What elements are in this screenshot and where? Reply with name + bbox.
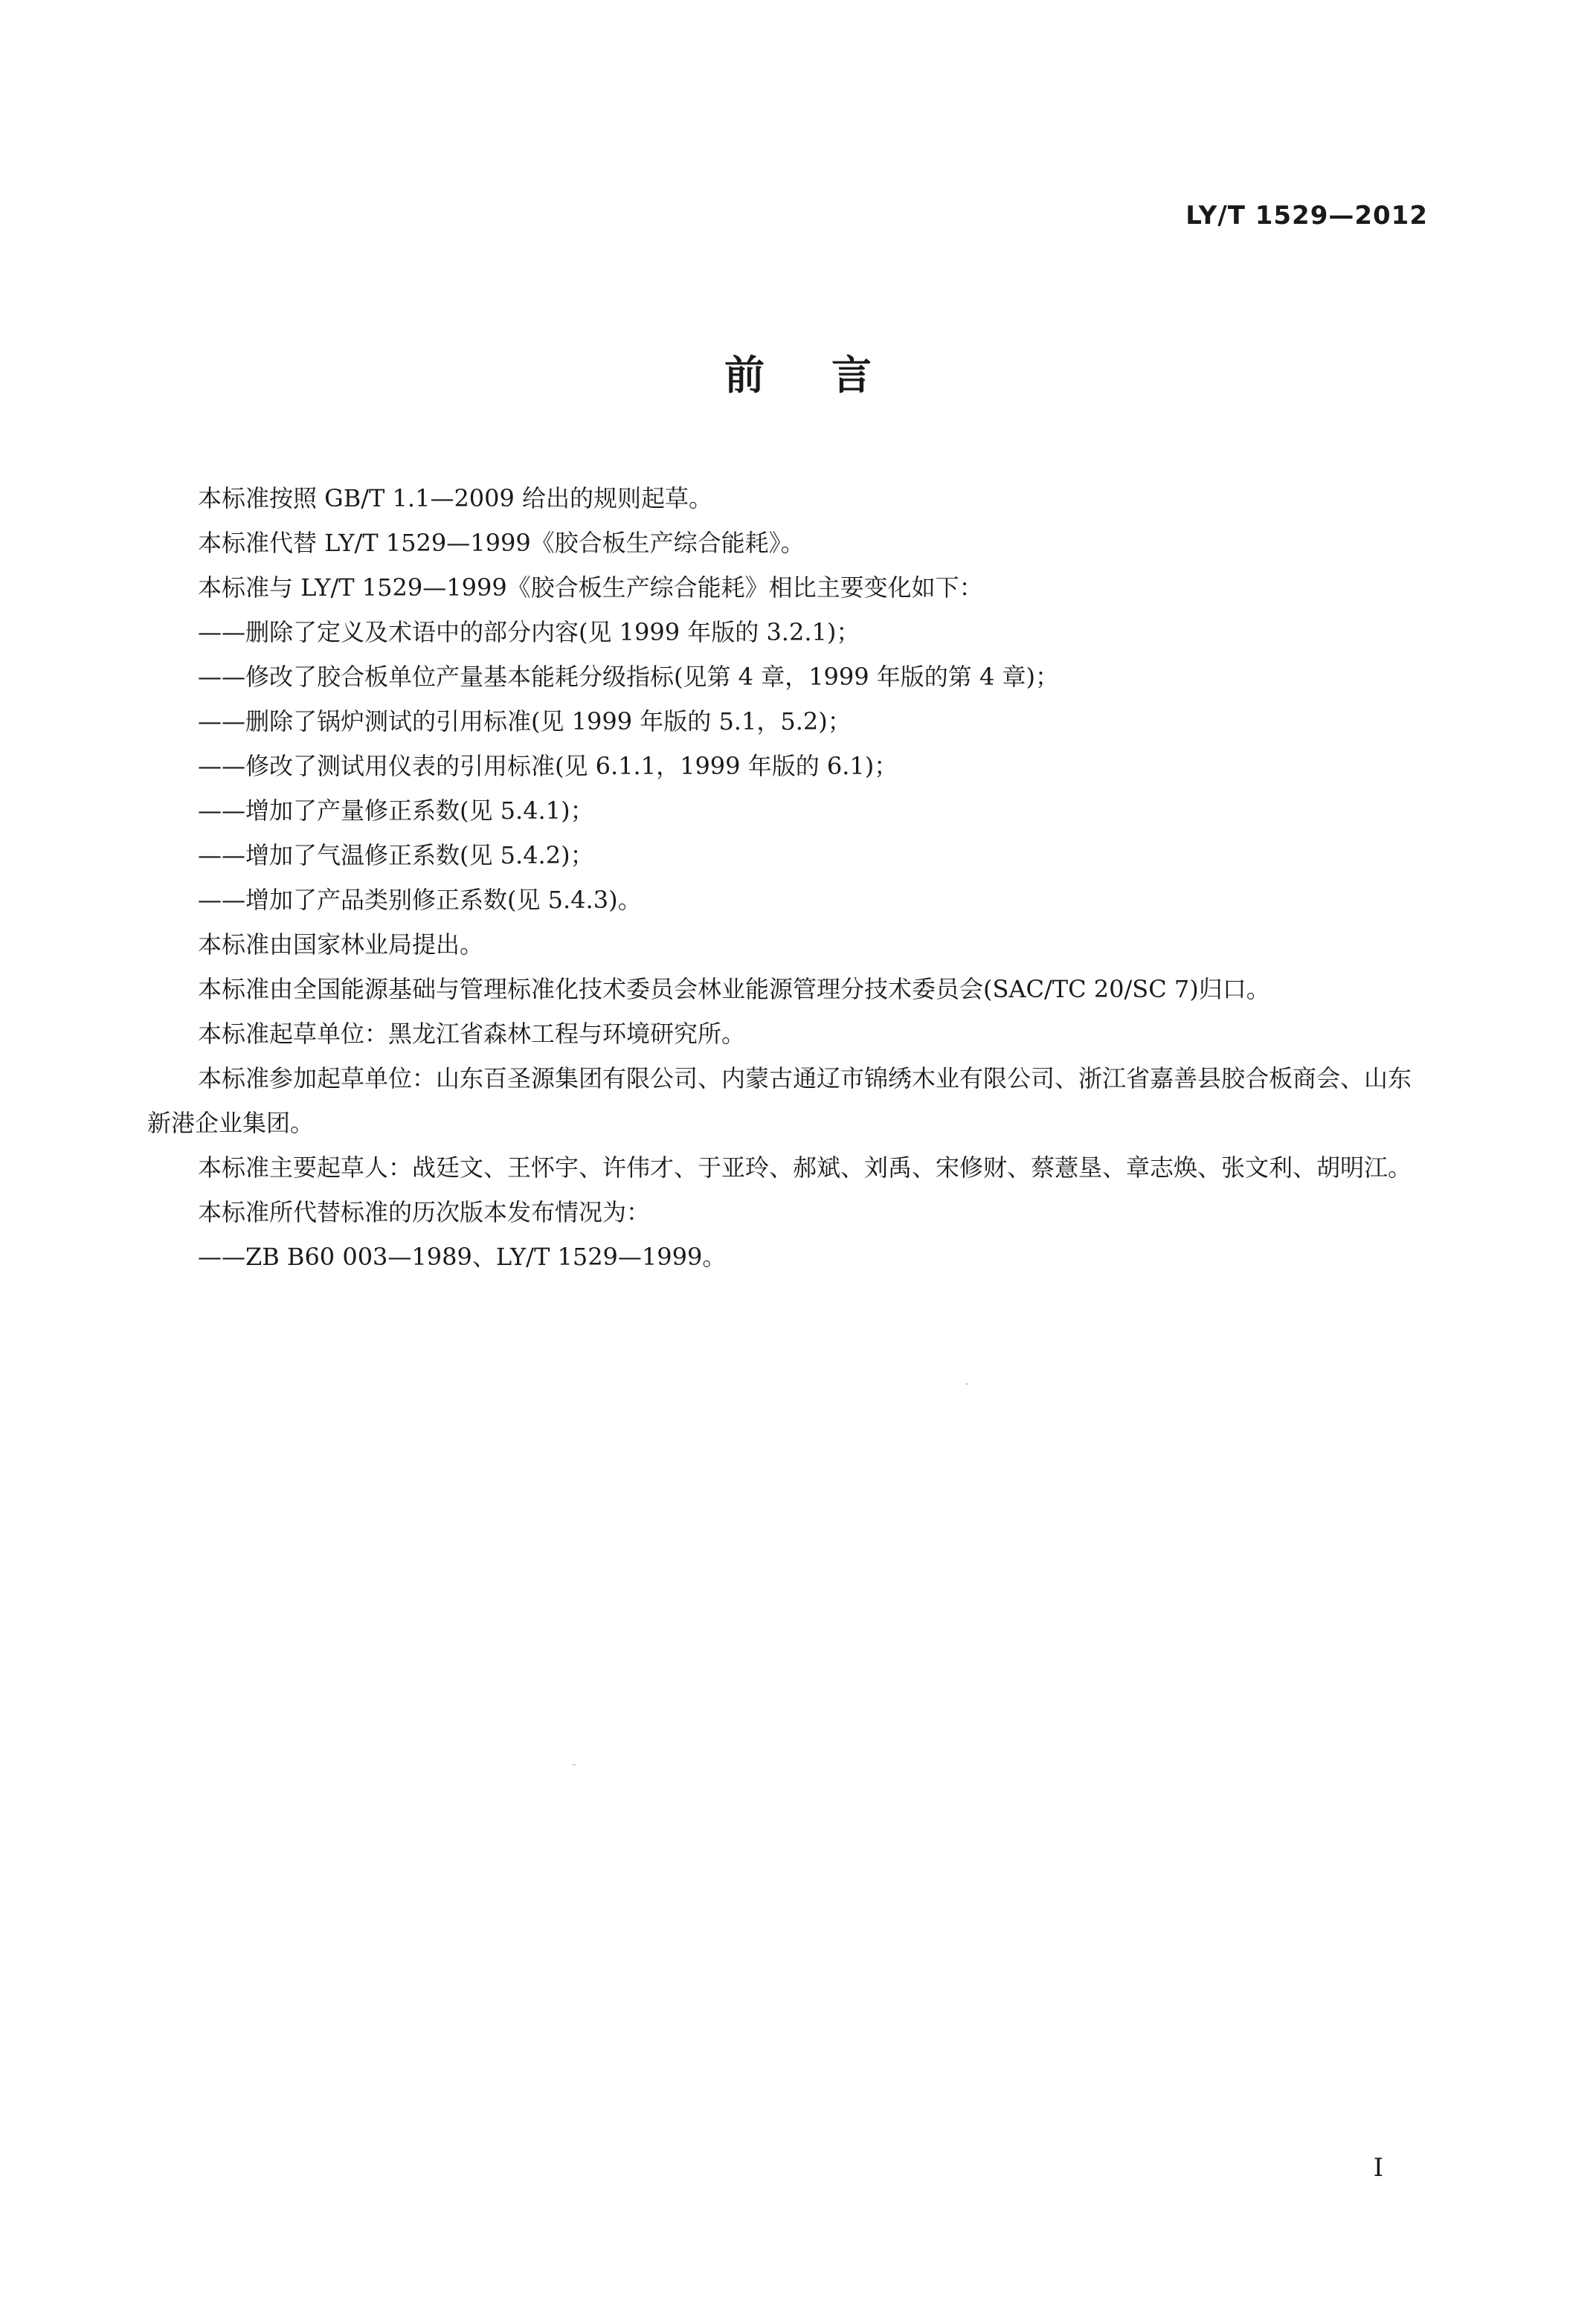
paragraph-version-history-intro: 本标准所代替标准的历次版本发布情况为： [198, 1198, 651, 1226]
change-item: ——删除了定义及术语中的部分内容(见 1999 年版的 3.2.1)； [198, 618, 860, 646]
paragraph-changes-intro: 本标准与 LY/T 1529—1999《胶合板生产综合能耗》相比主要变化如下： [198, 573, 983, 602]
page-number: I [1373, 2153, 1383, 2183]
foreword-body [147, 476, 1429, 1279]
change-item: ——修改了测试用仪表的引用标准(见 6.1.1，1999 年版的 6.1)； [198, 752, 898, 780]
paragraph-administrator: 本标准由全国能源基础与管理标准化技术委员会林业能源管理分技术委员会(SAC/TC 20/SC 7)归口。 [198, 975, 1270, 1003]
paragraph-participating-units: 本标准参加起草单位：山东百圣源集团有限公司、内蒙古通辽市锦绣木业有限公司、浙江省嘉善县胶合板商会、山东新港企业集团。 [147, 1064, 1412, 1137]
scan-speck [965, 1383, 968, 1385]
paragraph-proposer: 本标准由国家林业局提出。 [198, 930, 484, 959]
change-item: ——增加了产品类别修正系数(见 5.4.3)。 [198, 886, 642, 914]
page-title: 前言 [724, 352, 939, 399]
paragraph-drafting-rules: 本标准按照 GB/T 1.1—2009 给出的规则起草。 [198, 484, 713, 512]
paragraph-main-drafters: 本标准主要起草人：战廷文、王怀宇、许伟才、于亚玲、郝斌、刘禹、宋修财、蔡薏垦、章志焕、张文利、胡明江。 [198, 1153, 1412, 1182]
change-item: ——删除了锅炉测试的引用标准(见 1999 年版的 5.1，5.2)； [198, 707, 852, 735]
change-item: ——增加了产量修正系数(见 5.4.1)； [198, 796, 594, 825]
change-item: ——修改了胶合板单位产量基本能耗分级指标(见第 4 章，1999 年版的第 4 章)； [198, 663, 1059, 691]
scan-speck [573, 1764, 576, 1765]
paragraph-replaces: 本标准代替 LY/T 1529—1999《胶合板生产综合能耗》。 [198, 529, 805, 557]
version-history-item: ——ZB B60 003—1989、LY/T 1529—1999。 [198, 1243, 727, 1271]
paragraph-drafting-unit: 本标准起草单位：黑龙江省森林工程与环境研究所。 [198, 1020, 746, 1048]
change-item: ——增加了气温修正系数(见 5.4.2)； [198, 841, 594, 869]
standard-code: LY/T 1529—2012 [1185, 201, 1428, 231]
